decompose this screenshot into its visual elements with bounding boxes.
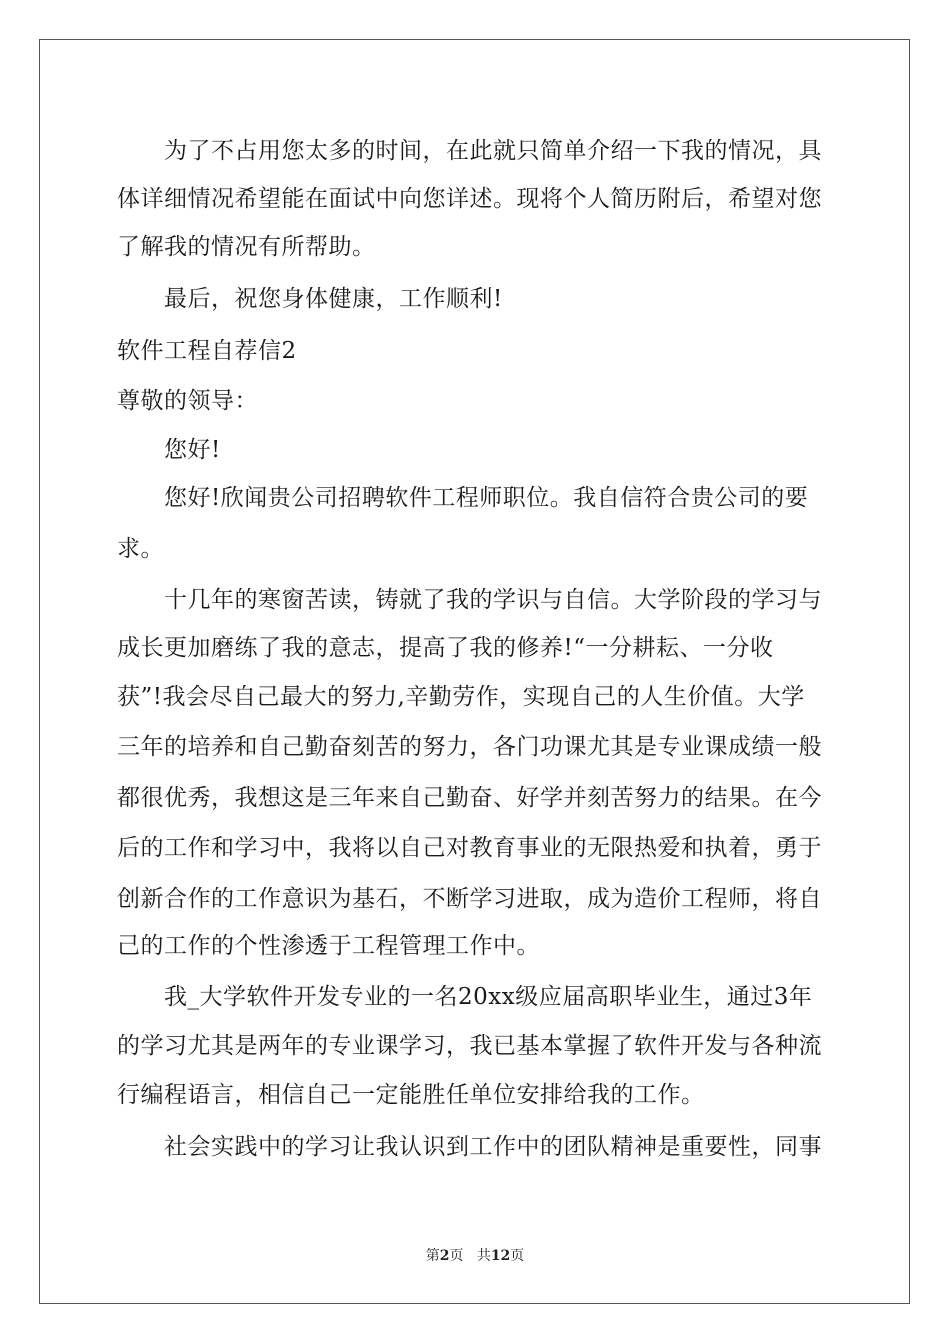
text-line: 后的工作和学习中，我将以自己对教育事业的无限热爱和执着，勇于: [117, 835, 822, 861]
footer-page-prefix: 第: [425, 1248, 440, 1264]
text-line: 获”!我会尽自己最大的努力,辛勤劳作，实现自己的人生价值。大学: [117, 684, 805, 710]
text-line: 都很优秀，我想这是三年来自己勤奋、好学并刻苦努力的结果。在今: [117, 785, 822, 811]
footer-page-total: 12: [490, 1248, 511, 1264]
footer-page-suffix: 页: [449, 1248, 464, 1264]
text-line: 为了不占用您太多的时间，在此就只简单介绍一下我的情况，具: [164, 138, 822, 164]
footer-page-current: 2: [439, 1248, 450, 1264]
text-line: 行编程语言，相信自己一定能胜任单位安排给我的工作。: [117, 1082, 705, 1108]
footer-total-prefix: 共: [476, 1248, 491, 1264]
text-line: 您好!欣闻贵公司招聘软件工程师职位。我自信符合贵公司的要: [164, 485, 809, 511]
text-line: 了解我的情况有所帮助。: [117, 234, 376, 260]
text-line: 创新合作的工作意识为基石，不断学习进取，成为造价工程师，将自: [117, 886, 822, 912]
text-line: 求。: [117, 536, 164, 562]
text-line: 社会实践中的学习让我认识到工作中的团队精神是重要性，同事: [164, 1134, 822, 1160]
page-border: [39, 39, 910, 1304]
text-line: 的学习尤其是两年的专业课学习，我已基本掌握了软件开发与各种流: [117, 1033, 822, 1059]
page-footer: [0, 1245, 950, 1265]
greeting: 您好!: [164, 437, 221, 463]
text-line: 十几年的寒窗苦读，铸就了我的学识与自信。大学阶段的学习与: [164, 587, 822, 613]
text-line: 三年的培养和自己勤奋刻苦的努力，各门功课尤其是专业课成绩一般: [117, 734, 822, 760]
footer-total-suffix: 页: [510, 1248, 525, 1264]
text-line: 己的工作的个性渗透于工程管理工作中。: [117, 933, 540, 959]
text-line: 最后，祝您身体健康，工作顺利!: [164, 286, 503, 312]
section-title: 软件工程自荐信2: [117, 338, 297, 364]
text-line: 体详细情况希望能在面试中向您详述。现将个人简历附后，希望对您: [117, 186, 822, 212]
text-line: 成长更加磨练了我的意志，提高了我的修养!“一分耕耘、一分收: [117, 635, 774, 661]
salutation: 尊敬的领导：: [117, 388, 258, 414]
text-line: 我_大学软件开发专业的一名20xx级应届高职毕业生，通过3年: [164, 984, 813, 1010]
